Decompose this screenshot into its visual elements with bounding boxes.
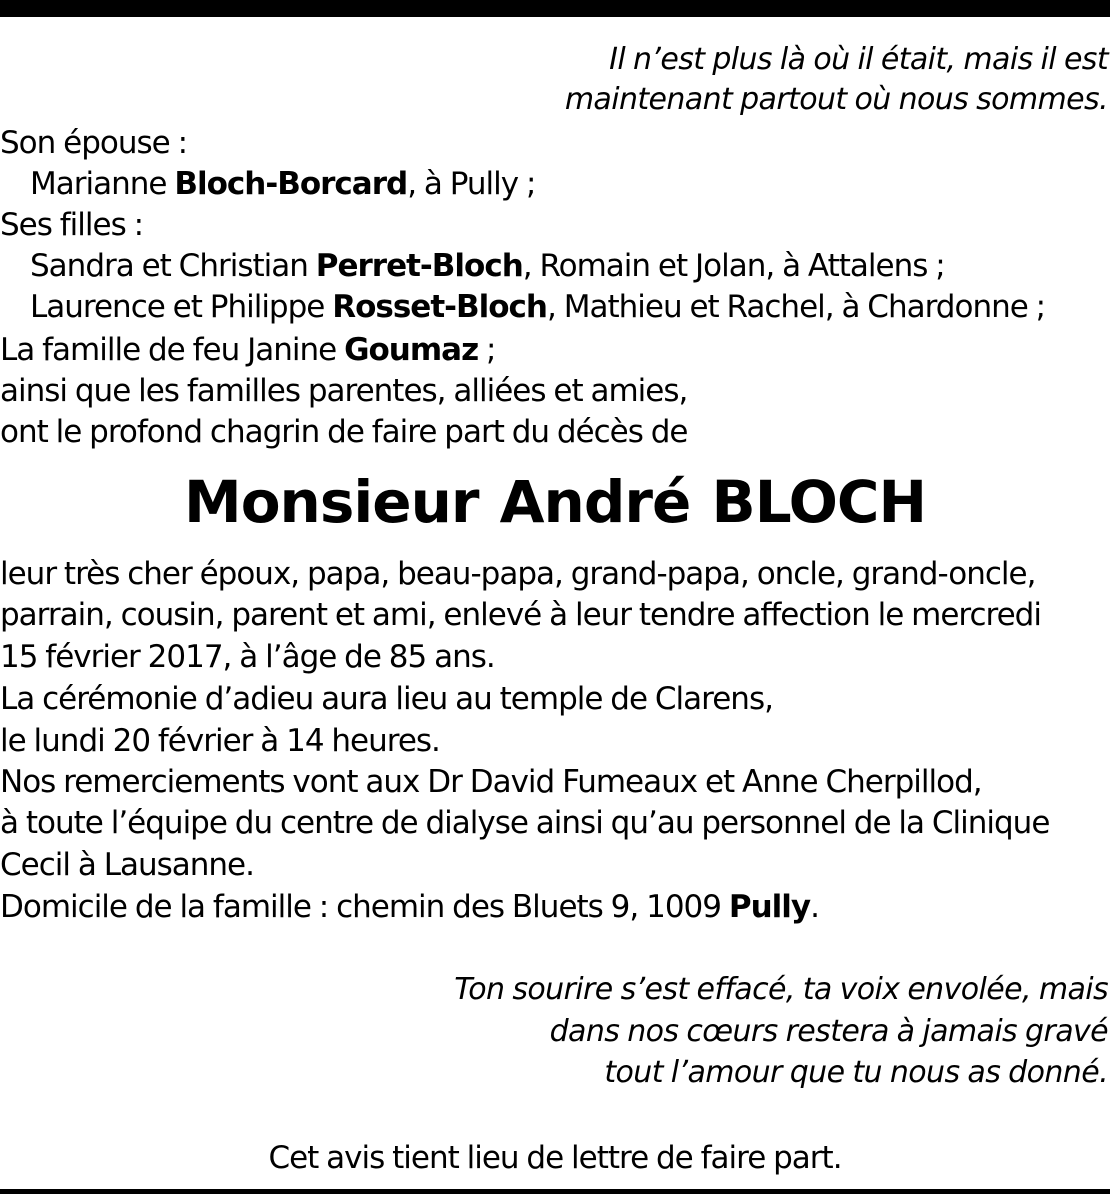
daughter-2-names: Laurence et Philippe — [30, 289, 333, 325]
daughter-1-names: Sandra et Christian — [30, 248, 316, 284]
spouse-place: , à Pully ; — [407, 166, 536, 202]
intro-line-2: ont le profond chagrin de faire part du décès de — [0, 414, 688, 450]
daughter-line-1 — [30, 246, 945, 286]
body-line-8: Cecil à Lausanne. — [0, 847, 254, 883]
body-line-2: parrain, cousin, parent et ami, enlevé à leur tendre affection le mercredi — [0, 597, 1041, 633]
epigraph-top-line-2: maintenant partout où nous sommes. — [564, 82, 1108, 117]
spouse-name: Marianne — [30, 166, 175, 202]
epigraph-bottom-line-3: tout l’amour que tu nous as donné. — [604, 1055, 1108, 1090]
domicile-text: Domicile de la famille : chemin des Bluets 9, 1009 — [0, 889, 729, 925]
daughter-1-surname: Perret-Bloch — [315, 248, 523, 284]
spouse-line — [30, 164, 535, 204]
body-line-4: La cérémonie d’adieu aura lieu au temple de Clarens, — [0, 681, 773, 717]
epigraph-bottom-line-1: Ton sourire s’est effacé, ta voix envolée, mais — [454, 972, 1108, 1007]
body-line-5: le lundi 20 février à 14 heures. — [0, 723, 440, 759]
daughter-2-rest: , Mathieu et Rachel, à Chardonne ; — [547, 289, 1046, 325]
family-surname: Goumaz — [344, 332, 479, 368]
bottom-border-rule — [0, 1189, 1110, 1194]
daughter-line-2 — [30, 287, 1045, 327]
family-rest: ; — [478, 332, 496, 368]
body-line-1: leur très cher époux, papa, beau-papa, grand-papa, oncle, grand-oncle, — [0, 556, 1036, 592]
intro-line-1: ainsi que les familles parentes, alliées et amies, — [0, 373, 688, 409]
body-line-7: à toute l’équipe du centre de dialyse ainsi qu’au personnel de la Clinique — [0, 805, 1050, 841]
body-line-3: 15 février 2017, à l’âge de 85 ans. — [0, 639, 495, 675]
footer-note: Cet avis tient lieu de lettre de faire part. — [268, 1140, 842, 1176]
epigraph-top-line-1: Il n’est plus là où il était, mais il est — [609, 42, 1108, 77]
deceased-name: Monsieur André BLOCH — [183, 468, 927, 536]
daughter-2-surname: Rosset-Bloch — [332, 289, 547, 325]
body-line-6: Nos remerciements vont aux Dr David Fumeaux et Anne Cherpillod, — [0, 764, 982, 800]
domicile-city: Pully — [728, 889, 811, 925]
family-line — [0, 330, 495, 370]
domicile-line — [0, 887, 819, 927]
spouse-surname: Bloch-Borcard — [174, 166, 408, 202]
epigraph-bottom-line-2: dans nos cœurs restera à jamais gravé — [549, 1014, 1108, 1049]
top-border-rule — [0, 0, 1110, 17]
domicile-end: . — [810, 889, 819, 925]
daughter-1-rest: , Romain et Jolan, à Attalens ; — [522, 248, 945, 284]
spouse-heading: Son épouse : — [0, 125, 188, 161]
family-text: La famille de feu Janine — [0, 332, 345, 368]
daughters-heading: Ses filles : — [0, 207, 144, 243]
